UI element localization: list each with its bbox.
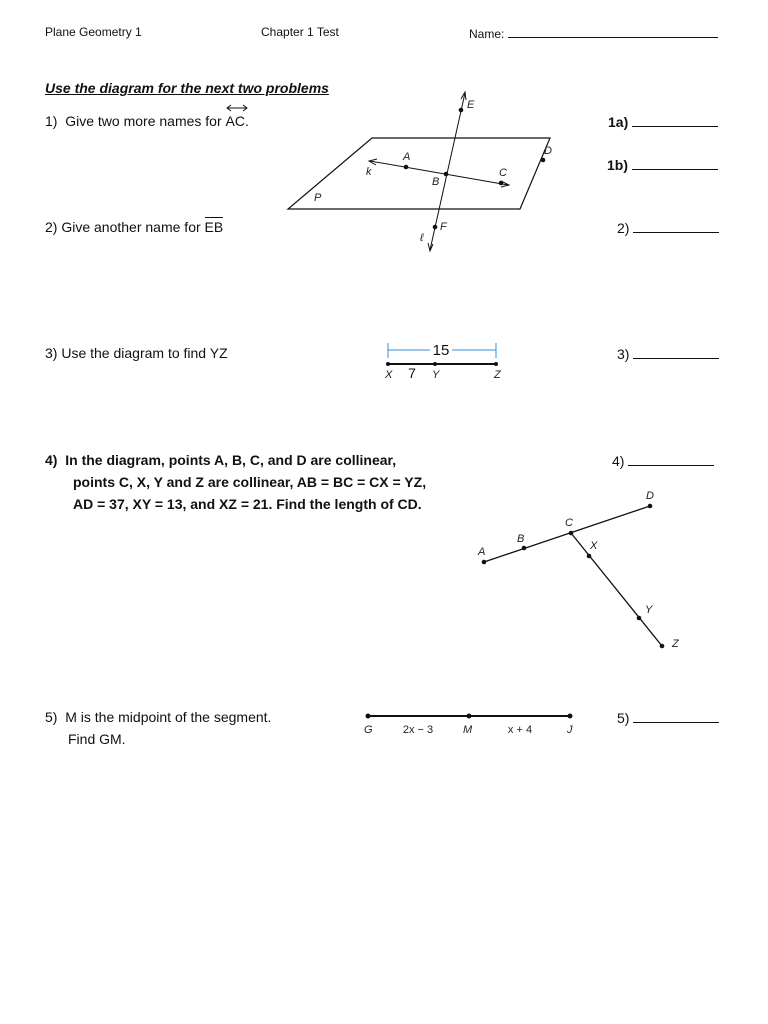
question-3 xyxy=(45,345,228,361)
label-k: k xyxy=(366,166,372,178)
plane-p xyxy=(288,138,550,209)
q1-text: Give two more names for xyxy=(65,113,222,129)
total-length-label: 15 xyxy=(432,342,450,359)
instruction: Use the diagram for the next two problems xyxy=(45,80,329,96)
q1-number: 1) xyxy=(45,113,58,129)
q4-line3: AD = 37, XY = 13, and XZ = 21. Find the length of CD. xyxy=(73,496,422,512)
point-d xyxy=(541,158,546,163)
label-a: A xyxy=(403,151,411,163)
course-title: Plane Geometry 1 xyxy=(45,25,142,39)
name-field xyxy=(469,25,718,41)
question-2 xyxy=(45,219,223,235)
q3-text: Use the diagram to find YZ xyxy=(61,345,228,361)
label-z: Z xyxy=(494,369,501,381)
point-f xyxy=(433,225,438,230)
answer-2[interactable]: 2) xyxy=(617,219,719,236)
q2-number: 2) xyxy=(45,219,58,235)
double-arrow-icon xyxy=(225,104,249,112)
line-ac-notation: AC xyxy=(226,113,245,129)
segment-xyz-diagram xyxy=(380,338,505,384)
label-j: J xyxy=(567,724,573,736)
question-1: 1) Give two more names for AC. xyxy=(45,113,249,129)
collinear-points-diagram xyxy=(470,485,690,660)
q3-number: 3) xyxy=(45,345,58,361)
question-5 xyxy=(45,709,271,725)
label-d4: D xyxy=(646,490,654,502)
point-e xyxy=(459,108,464,113)
label-p: P xyxy=(314,192,322,204)
label-b4: B xyxy=(517,533,525,545)
label-x: X xyxy=(385,369,393,381)
label-y4: Y xyxy=(645,604,653,616)
label-c4: C xyxy=(565,517,573,529)
answer-1a[interactable]: 1a) xyxy=(608,113,718,130)
point-b xyxy=(444,172,449,177)
q5-line2: Find GM. xyxy=(68,731,126,747)
question-4 xyxy=(45,452,396,468)
q4-number: 4) xyxy=(45,452,58,468)
label-g: G xyxy=(364,724,373,736)
label-a4: A xyxy=(478,546,486,558)
answer-3[interactable]: 3) xyxy=(617,345,719,362)
q4-line1: In the diagram, points A, B, C, and D are collinear, xyxy=(65,452,397,468)
label-l: ℓ xyxy=(420,232,424,244)
answer-4[interactable]: 4) xyxy=(612,452,714,469)
label-x4: X xyxy=(590,540,598,552)
point-c xyxy=(499,181,504,186)
q4-line2: points C, X, Y and Z are collinear, AB = BC = CX = YZ, xyxy=(73,474,427,490)
label-b: B xyxy=(432,176,440,188)
label-y: Y xyxy=(432,369,440,381)
label-c: C xyxy=(499,167,507,179)
label-d: D xyxy=(544,145,552,157)
name-blank xyxy=(508,25,718,38)
label-e: E xyxy=(467,99,475,111)
name-label: Name: xyxy=(469,27,505,41)
label-gm-length: 2x − 3 xyxy=(402,724,434,736)
q5-line1: M is the midpoint of the segment. xyxy=(65,709,272,725)
label-mj-length: x + 4 xyxy=(507,724,533,736)
q2-text: Give another name for xyxy=(61,219,201,235)
part-length-label: 7 xyxy=(408,365,416,381)
segment-eb-notation: EB xyxy=(204,219,224,235)
test-title: Chapter 1 Test xyxy=(261,25,339,39)
midpoint-segment-diagram xyxy=(360,705,580,741)
q5-number: 5) xyxy=(45,709,58,725)
answer-1b[interactable]: 1b) xyxy=(607,156,718,173)
answer-5[interactable]: 5) xyxy=(617,709,719,726)
plane-diagram xyxy=(280,88,570,258)
point-a xyxy=(404,165,409,170)
label-z4: Z xyxy=(672,638,679,650)
label-m: M xyxy=(463,724,473,736)
label-f: F xyxy=(440,221,447,233)
